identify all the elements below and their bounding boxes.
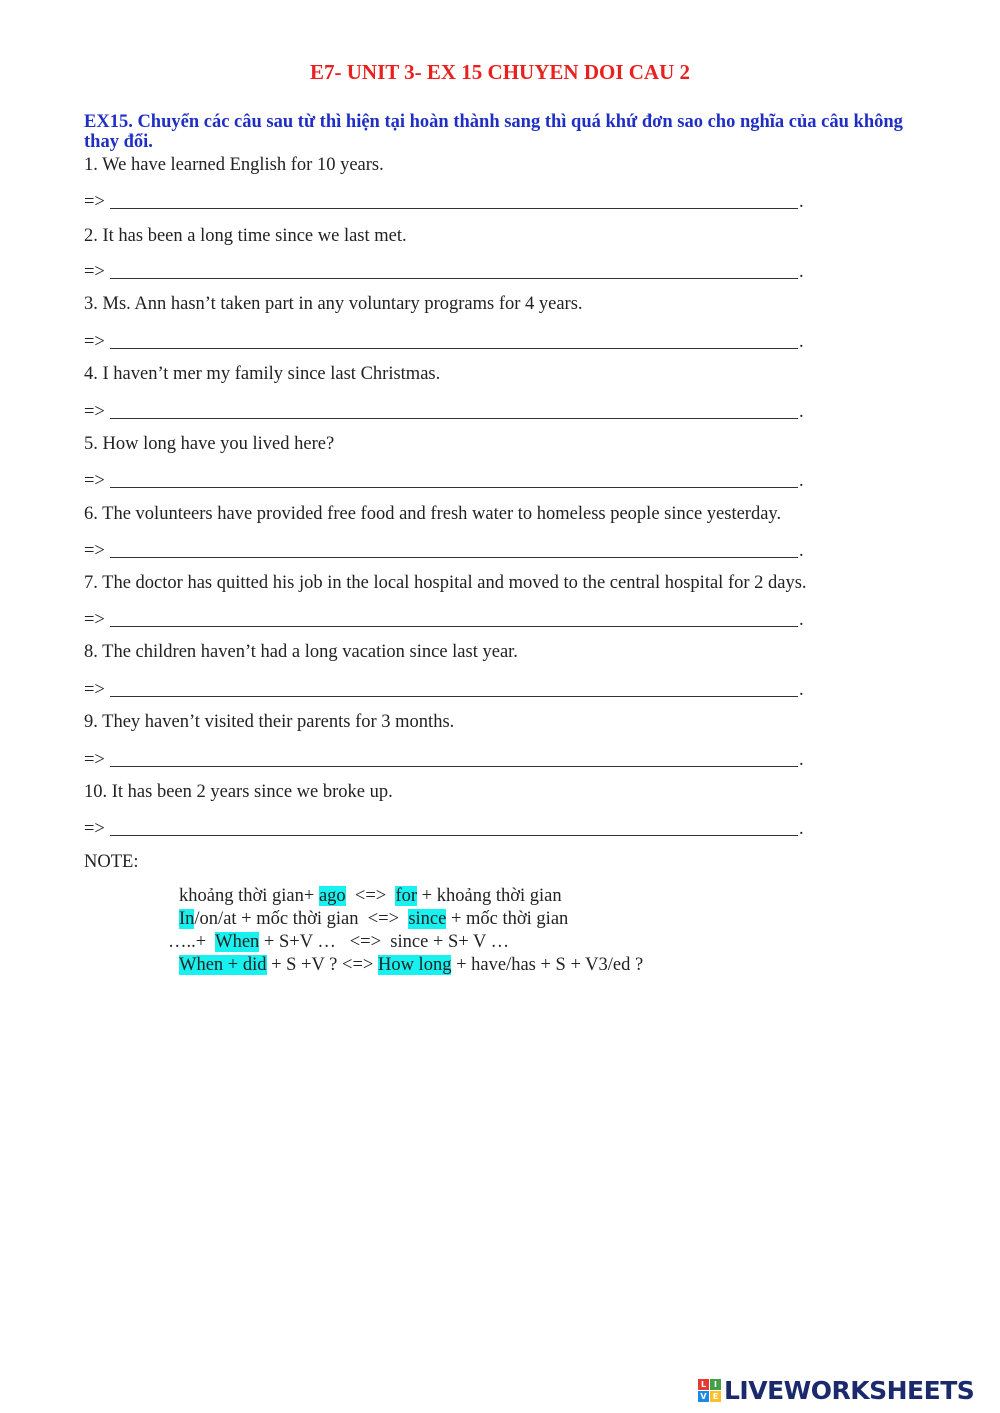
question-text: 3. Ms. Ann hasn’t taken part in any voluntary programs for 4 years.: [84, 294, 583, 314]
logo-mark-icon: [698, 1379, 721, 1402]
answer-row: [84, 817, 804, 840]
note-text: + mốc thời gian: [446, 909, 569, 929]
question-text: 4. I haven’t mer my family since last Christmas.: [84, 364, 441, 384]
answer-input[interactable]: [110, 678, 798, 697]
note-keyword: How long: [377, 955, 452, 975]
answer-input[interactable]: [110, 817, 798, 836]
answer-arrow: =>: [84, 402, 105, 422]
logo-letter: I: [710, 1379, 721, 1390]
note-rule: [179, 909, 568, 930]
answer-arrow: =>: [84, 819, 105, 839]
answer-row: [84, 539, 804, 562]
logo-text: LIVEWORKSHEETS: [724, 1376, 975, 1405]
answer-input[interactable]: [110, 539, 798, 558]
answer-arrow: =>: [84, 610, 105, 630]
answer-period: .: [799, 192, 804, 212]
answer-input[interactable]: [110, 190, 798, 209]
note-rule: [179, 886, 562, 907]
logo-letter: V: [698, 1391, 709, 1402]
answer-row: [84, 678, 804, 701]
answer-period: .: [799, 750, 804, 770]
note-text: /on/at + mốc thời gian <=>: [194, 909, 409, 929]
answer-arrow: =>: [84, 541, 105, 561]
answer-row: [84, 190, 804, 213]
note-keyword: In: [179, 909, 195, 929]
logo-letter: L: [698, 1379, 709, 1390]
note-keyword: When + did: [179, 955, 267, 975]
note-rule: [168, 932, 509, 953]
answer-input[interactable]: [110, 469, 798, 488]
answer-period: .: [799, 471, 804, 491]
answer-row: [84, 330, 804, 353]
question-text: 10. It has been 2 years since we broke up.: [84, 782, 393, 802]
answer-arrow: =>: [84, 750, 105, 770]
answer-arrow: =>: [84, 192, 105, 212]
note-keyword: for: [395, 886, 418, 906]
note-rule: [179, 955, 643, 976]
note-text: + S+V … <=> since + S+ V …: [259, 932, 510, 952]
liveworksheets-logo[interactable]: [698, 1376, 974, 1405]
answer-input[interactable]: [110, 748, 798, 767]
question-text: 1. We have learned English for 10 years.: [84, 155, 384, 175]
answer-input[interactable]: [110, 330, 798, 349]
answer-arrow: =>: [84, 471, 105, 491]
answer-period: .: [799, 541, 804, 561]
question-text: 9. They haven’t visited their parents for 3 months.: [84, 712, 455, 732]
note-text: <=>: [345, 886, 396, 906]
question-text: 5. How long have you lived here?: [84, 434, 335, 454]
question-text: 7. The doctor has quitted his job in the local hospital and moved to the central hospital for 2 days.: [84, 573, 807, 593]
note-keyword: ago: [318, 886, 346, 906]
answer-arrow: =>: [84, 332, 105, 352]
note-keyword: When: [215, 932, 260, 952]
note-text: + S +V ? <=>: [266, 955, 378, 975]
answer-period: .: [799, 680, 804, 700]
question-text: 6. The volunteers have provided free food and fresh water to homeless people since yesterday.: [84, 504, 782, 524]
note-text: + khoảng thời gian: [417, 886, 562, 906]
note-heading: NOTE:: [84, 852, 139, 872]
answer-input[interactable]: [110, 400, 798, 419]
answer-row: [84, 748, 804, 771]
answer-input[interactable]: [110, 260, 798, 279]
note-keyword: since: [408, 909, 447, 929]
note-text: …..+: [168, 932, 216, 952]
question-text: 2. It has been a long time since we last met.: [84, 226, 407, 246]
exercise-instruction: EX15. Chuyển các câu sau từ thì hiện tại hoàn thành sang thì quá khứ đơn sao cho nghĩa của câu không thay đổi.: [84, 112, 903, 152]
note-text: khoảng thời gian+: [179, 886, 319, 906]
answer-row: [84, 608, 804, 631]
answer-period: .: [799, 402, 804, 422]
answer-row: [84, 469, 804, 492]
logo-letter: E: [710, 1391, 721, 1402]
page-title: E7- UNIT 3- EX 15 CHUYEN DOI CAU 2: [310, 60, 690, 84]
answer-period: .: [799, 332, 804, 352]
answer-arrow: =>: [84, 680, 105, 700]
question-text: 8. The children haven’t had a long vacation since last year.: [84, 642, 518, 662]
answer-period: .: [799, 262, 804, 282]
note-text: + have/has + S + V3/ed ?: [451, 955, 644, 975]
answer-period: .: [799, 819, 804, 839]
answer-period: .: [799, 610, 804, 630]
answer-input[interactable]: [110, 608, 798, 627]
answer-arrow: =>: [84, 262, 105, 282]
answer-row: [84, 400, 804, 423]
answer-row: [84, 260, 804, 283]
